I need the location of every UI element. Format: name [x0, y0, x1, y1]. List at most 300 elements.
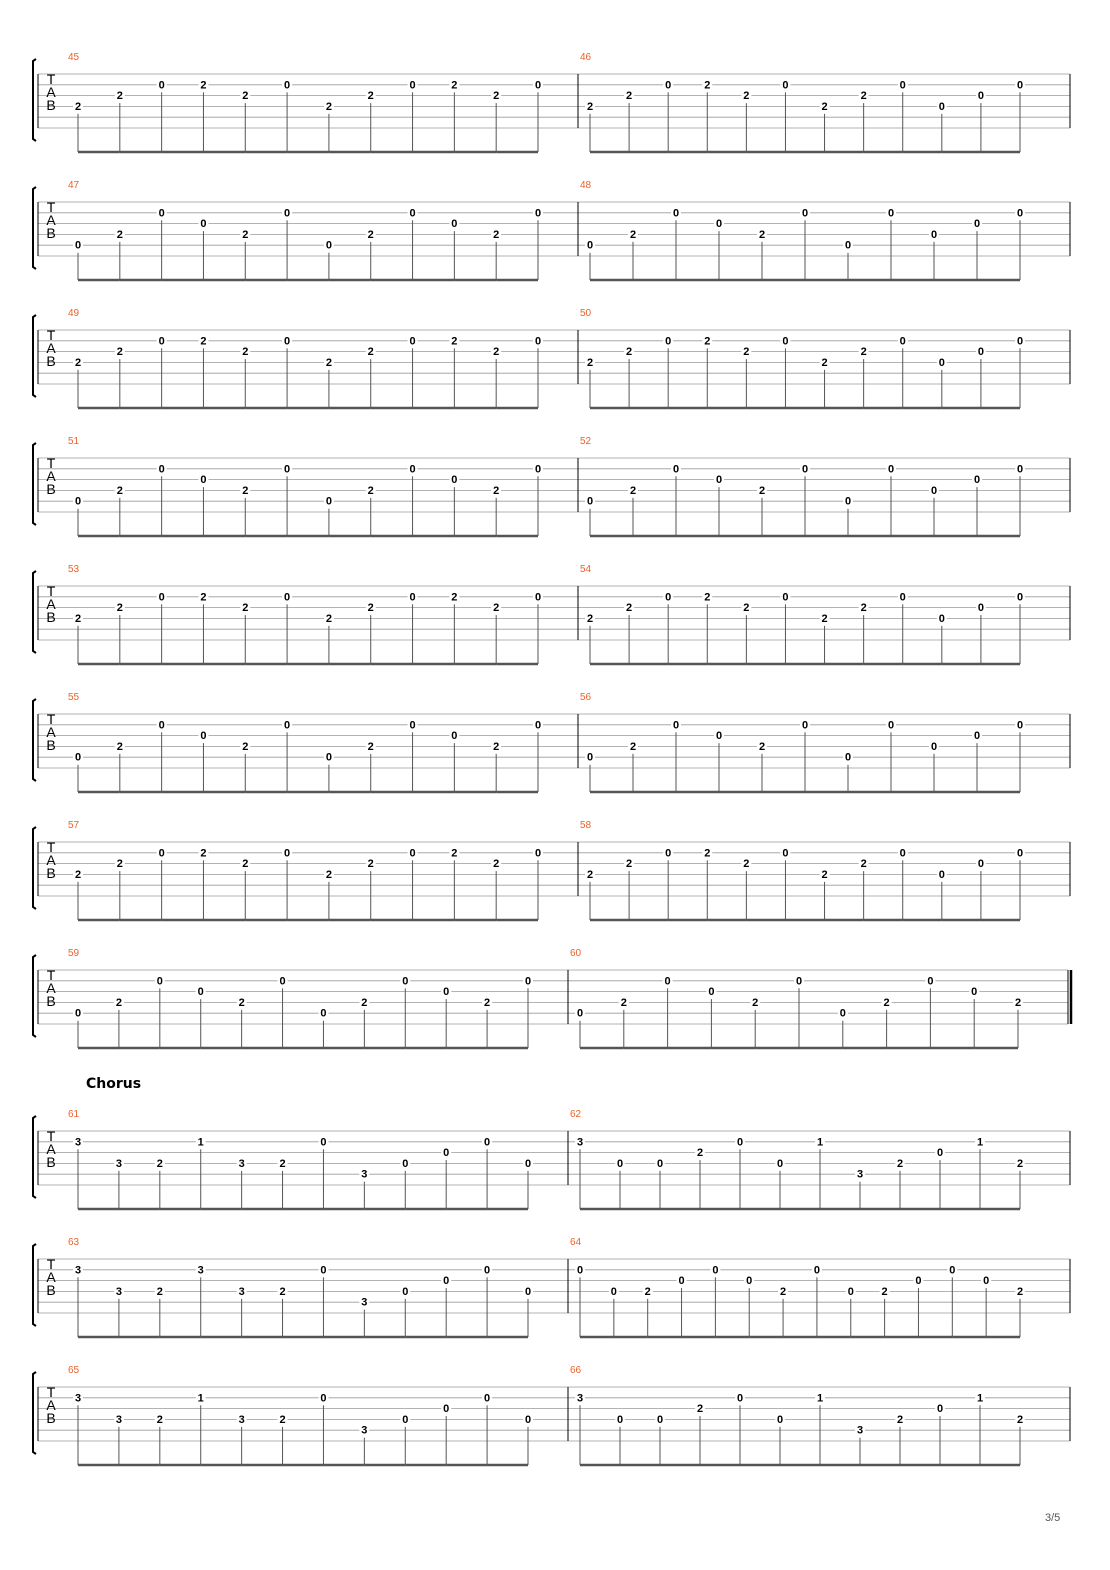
fret-number: 2 — [156, 1413, 163, 1426]
tab-clef-letter: B — [46, 993, 56, 1009]
fret-number: 0 — [576, 1264, 584, 1277]
fret-number: 0 — [616, 1413, 624, 1426]
fret-number: 2 — [1016, 1413, 1024, 1426]
system-bracket — [33, 1372, 36, 1454]
fret-number: 0 — [74, 239, 82, 252]
fret-number: 3 — [361, 1296, 368, 1309]
fret-number: 0 — [409, 591, 416, 604]
fret-number: 2 — [743, 602, 750, 615]
fret-number: 2 — [367, 484, 374, 497]
fret-number: 0 — [672, 207, 680, 220]
fret-number: 2 — [758, 484, 766, 497]
fret-number: 0 — [801, 207, 809, 220]
fret-number: 0 — [409, 79, 416, 92]
fret-number: 0 — [1016, 335, 1024, 348]
fret-number: 2 — [242, 484, 249, 497]
fret-number: 0 — [443, 1147, 450, 1160]
fret-number: 0 — [586, 495, 594, 508]
fret-number: 2 — [74, 356, 82, 369]
fret-number: 2 — [156, 1157, 163, 1170]
fret-number: 0 — [534, 719, 542, 732]
fret-number: 0 — [977, 602, 984, 615]
fret-number: 2 — [758, 740, 766, 753]
fret-number: 0 — [795, 975, 803, 988]
fret-number: 2 — [743, 90, 750, 103]
fret-number: 2 — [279, 1157, 286, 1170]
fret-number: 0 — [524, 1413, 532, 1426]
fret-number: 2 — [586, 612, 594, 625]
fret-number: 2 — [860, 858, 867, 871]
fret-number: 0 — [616, 1157, 624, 1170]
measure-number: 63 — [68, 1237, 80, 1248]
fret-number: 0 — [656, 1157, 664, 1170]
fret-number: 2 — [1014, 996, 1022, 1009]
system-bracket — [33, 1116, 36, 1198]
fret-number: 0 — [158, 207, 165, 220]
fret-number: 0 — [930, 484, 938, 497]
fret-number: 0 — [736, 1136, 744, 1149]
fret-number: 1 — [816, 1392, 824, 1405]
tab-clef-letter: A — [46, 340, 56, 356]
fret-number: 0 — [284, 207, 291, 220]
fret-number: 2 — [883, 996, 890, 1009]
fret-number: 2 — [821, 612, 828, 625]
fret-number: 0 — [402, 1157, 409, 1170]
fret-number: 0 — [524, 1285, 532, 1298]
measure-number: 56 — [580, 692, 592, 703]
fret-number: 0 — [887, 463, 895, 476]
fret-number: 0 — [524, 1157, 532, 1170]
fret-number: 0 — [776, 1413, 784, 1426]
measure-number: 60 — [570, 948, 582, 959]
tab-clef-letter: B — [46, 1282, 56, 1298]
fret-number: 3 — [74, 1392, 82, 1405]
tab-clef-letter: B — [46, 225, 56, 241]
fret-number: 0 — [930, 228, 938, 241]
measure-number: 46 — [580, 52, 592, 63]
system-bracket — [33, 315, 36, 397]
tab-clef-letter: A — [46, 1397, 56, 1413]
measure-number: 51 — [68, 436, 80, 447]
fret-number: 2 — [242, 858, 249, 871]
fret-number: 0 — [678, 1275, 685, 1288]
fret-number: 0 — [801, 719, 809, 732]
fret-number: 0 — [74, 751, 82, 764]
fret-number: 0 — [197, 986, 204, 999]
fret-number: 2 — [626, 346, 633, 359]
fret-number: 2 — [626, 858, 633, 871]
fret-number: 0 — [158, 463, 165, 476]
system-bracket — [33, 1244, 36, 1326]
fret-number: 2 — [367, 602, 374, 615]
fret-number: 2 — [242, 602, 249, 615]
fret-number: 0 — [484, 1264, 491, 1277]
fret-number: 0 — [715, 218, 723, 231]
fret-number: 3 — [361, 1424, 368, 1437]
fret-number: 3 — [238, 1285, 245, 1298]
fret-number: 2 — [116, 484, 123, 497]
fret-number: 3 — [361, 1168, 368, 1181]
fret-number: 0 — [977, 90, 984, 103]
fret-number: 0 — [927, 975, 934, 988]
fret-number: 2 — [325, 100, 332, 113]
fret-number: 2 — [74, 100, 82, 113]
system-bracket — [33, 571, 36, 653]
fret-number: 2 — [156, 1285, 163, 1298]
fret-number: 2 — [484, 996, 491, 1009]
fret-number: 2 — [74, 612, 82, 625]
fret-number: 0 — [899, 335, 906, 348]
measure-number: 49 — [68, 308, 80, 319]
fret-number: 3 — [115, 1157, 122, 1170]
fret-number: 0 — [1016, 719, 1024, 732]
fret-number: 0 — [402, 975, 409, 988]
fret-number: 0 — [402, 1413, 409, 1426]
fret-number: 0 — [887, 207, 895, 220]
fret-number: 0 — [158, 719, 165, 732]
fret-number: 2 — [325, 868, 332, 881]
fret-number: 0 — [936, 1147, 944, 1160]
measure-number: 54 — [580, 564, 592, 575]
fret-number: 0 — [320, 1392, 327, 1405]
fret-number: 2 — [451, 591, 458, 604]
fret-number: 0 — [443, 1275, 450, 1288]
fret-number: 2 — [116, 346, 123, 359]
measure-number: 65 — [68, 1365, 80, 1376]
fret-number: 0 — [443, 986, 450, 999]
fret-number: 0 — [284, 847, 291, 860]
fret-number: 2 — [367, 346, 374, 359]
fret-number: 0 — [409, 207, 416, 220]
fret-number: 0 — [930, 740, 938, 753]
tab-clef-letter: A — [46, 84, 56, 100]
tab-clef-letter: B — [46, 1410, 56, 1426]
fret-number: 0 — [938, 868, 945, 881]
fret-number: 3 — [74, 1264, 82, 1277]
fret-number: 0 — [534, 591, 542, 604]
fret-number: 0 — [74, 1007, 82, 1020]
tab-clef-letter: T — [46, 327, 56, 343]
fret-number: 0 — [899, 847, 906, 860]
fret-number: 2 — [626, 602, 633, 615]
fret-number: 2 — [629, 228, 637, 241]
fret-number: 0 — [443, 1403, 450, 1416]
fret-number: 0 — [409, 463, 416, 476]
tab-system — [33, 1365, 1070, 1465]
tab-clef-letter: B — [46, 1154, 56, 1170]
fret-number: 2 — [325, 356, 332, 369]
fret-number: 1 — [816, 1136, 824, 1149]
tab-clef-letter: T — [46, 583, 56, 599]
tab-system — [33, 180, 1070, 280]
fret-number: 0 — [158, 335, 165, 348]
tab-system — [33, 52, 1070, 152]
fret-number: 0 — [782, 335, 789, 348]
fret-number: 0 — [534, 335, 542, 348]
fret-number: 2 — [860, 90, 867, 103]
fret-number: 2 — [493, 346, 500, 359]
fret-number: 0 — [973, 730, 981, 743]
fret-number: 0 — [320, 1264, 327, 1277]
fret-number: 2 — [451, 847, 458, 860]
fret-number: 2 — [644, 1285, 651, 1298]
tab-system — [33, 564, 1070, 664]
fret-number: 0 — [451, 730, 458, 743]
fret-number: 1 — [197, 1392, 204, 1405]
fret-number: 0 — [325, 495, 332, 508]
fret-number: 0 — [409, 335, 416, 348]
fret-number: 0 — [899, 79, 906, 92]
tab-clef-letter: T — [46, 199, 56, 215]
fret-number: 2 — [325, 612, 332, 625]
tab-clef-letter: T — [46, 455, 56, 471]
measure-number: 47 — [68, 180, 80, 191]
fret-number: 0 — [320, 1136, 327, 1149]
measure-number: 58 — [580, 820, 592, 831]
tab-clef-letter: B — [46, 353, 56, 369]
fret-number: 2 — [367, 858, 374, 871]
fret-number: 3 — [856, 1168, 864, 1181]
fret-number: 2 — [493, 858, 500, 871]
fret-number: 2 — [1016, 1285, 1024, 1298]
fret-number: 0 — [839, 1007, 846, 1020]
fret-number: 3 — [238, 1157, 245, 1170]
fret-number: 2 — [821, 356, 828, 369]
fret-number: 2 — [279, 1413, 286, 1426]
fret-number: 0 — [983, 1275, 990, 1288]
fret-number: 0 — [534, 207, 542, 220]
tab-clef-letter: T — [46, 1256, 56, 1272]
fret-number: 0 — [712, 1264, 719, 1277]
fret-number: 0 — [484, 1136, 491, 1149]
tab-clef-letter: T — [46, 711, 56, 727]
fret-number: 3 — [576, 1136, 584, 1149]
fret-number: 0 — [586, 239, 594, 252]
fret-number: 2 — [116, 602, 123, 615]
system-bracket — [33, 955, 36, 1037]
fret-number: 2 — [116, 90, 123, 103]
fret-number: 0 — [899, 591, 906, 604]
tab-clef-letter: T — [46, 839, 56, 855]
fret-number: 0 — [973, 218, 981, 231]
fret-number: 2 — [629, 484, 637, 497]
measure-number: 64 — [570, 1237, 582, 1248]
fret-number: 0 — [156, 975, 163, 988]
fret-number: 2 — [74, 868, 82, 881]
fret-number: 3 — [238, 1413, 245, 1426]
tab-clef-letter: B — [46, 481, 56, 497]
fret-number: 0 — [158, 847, 165, 860]
fret-number: 0 — [847, 1285, 854, 1298]
fret-number: 0 — [664, 975, 671, 988]
fret-number: 0 — [887, 719, 895, 732]
fret-number: 0 — [915, 1275, 922, 1288]
measure-number: 55 — [68, 692, 80, 703]
fret-number: 0 — [776, 1157, 784, 1170]
fret-number: 2 — [361, 996, 368, 1009]
fret-number: 0 — [801, 463, 809, 476]
tab-clef-letter: B — [46, 609, 56, 625]
fret-number: 2 — [116, 858, 123, 871]
fret-number: 0 — [586, 751, 594, 764]
fret-number: 0 — [451, 474, 458, 487]
fret-number: 2 — [200, 335, 207, 348]
fret-number: 0 — [74, 495, 82, 508]
fret-number: 3 — [576, 1392, 584, 1405]
system-bracket — [33, 443, 36, 525]
tab-system — [33, 948, 1071, 1048]
fret-number: 2 — [493, 90, 500, 103]
fret-number: 2 — [860, 602, 867, 615]
fret-number: 0 — [936, 1403, 944, 1416]
tab-clef-letter: A — [46, 1269, 56, 1285]
fret-number: 0 — [938, 612, 945, 625]
measure-number: 57 — [68, 820, 80, 831]
tab-clef-letter: B — [46, 865, 56, 881]
system-bracket — [33, 827, 36, 909]
fret-number: 0 — [672, 463, 680, 476]
fret-number: 3 — [115, 1285, 122, 1298]
fret-number: 0 — [656, 1413, 664, 1426]
fret-number: 0 — [1016, 591, 1024, 604]
fret-number: 0 — [200, 218, 207, 231]
fret-number: 2 — [629, 740, 637, 753]
fret-number: 0 — [409, 847, 416, 860]
fret-number: 0 — [971, 986, 978, 999]
fret-number: 0 — [1016, 79, 1024, 92]
fret-number: 2 — [704, 847, 711, 860]
fret-number: 0 — [782, 591, 789, 604]
tab-clef-letter: T — [46, 967, 56, 983]
fret-number: 2 — [743, 346, 750, 359]
fret-number: 2 — [881, 1285, 888, 1298]
tab-clef-letter: A — [46, 852, 56, 868]
fret-number: 0 — [746, 1275, 753, 1288]
fret-number: 2 — [586, 100, 594, 113]
fret-number: 0 — [665, 79, 672, 92]
fret-number: 3 — [74, 1136, 82, 1149]
fret-number: 0 — [279, 975, 286, 988]
fret-number: 2 — [493, 740, 500, 753]
tab-clef-letter: A — [46, 1141, 56, 1157]
fret-number: 2 — [451, 79, 458, 92]
fret-number: 0 — [158, 79, 165, 92]
fret-number: 2 — [586, 868, 594, 881]
fret-number: 2 — [704, 335, 711, 348]
fret-number: 2 — [896, 1157, 904, 1170]
fret-number: 2 — [493, 484, 500, 497]
section-label-chorus: Chorus — [86, 1076, 142, 1092]
fret-number: 0 — [1016, 847, 1024, 860]
fret-number: 0 — [524, 975, 532, 988]
tab-system — [33, 820, 1070, 920]
fret-number: 0 — [938, 100, 945, 113]
fret-number: 0 — [665, 847, 672, 860]
system-bracket — [33, 59, 36, 141]
fret-number: 0 — [782, 79, 789, 92]
tab-clef-letter: T — [46, 1128, 56, 1144]
fret-number: 2 — [821, 868, 828, 881]
tab-system — [33, 308, 1070, 408]
fret-number: 0 — [949, 1264, 956, 1277]
fret-number: 0 — [402, 1285, 409, 1298]
fret-number: 2 — [696, 1147, 704, 1160]
tab-system — [33, 436, 1070, 536]
fret-number: 0 — [284, 463, 291, 476]
tab-clef-letter: T — [46, 71, 56, 87]
fret-number: 0 — [938, 356, 945, 369]
fret-number: 0 — [325, 239, 332, 252]
fret-number: 2 — [758, 228, 766, 241]
fret-number: 2 — [242, 228, 249, 241]
fret-number: 1 — [976, 1136, 984, 1149]
fret-number: 2 — [115, 996, 122, 1009]
fret-number: 0 — [200, 730, 207, 743]
fret-number: 0 — [782, 847, 789, 860]
fret-number: 0 — [284, 719, 291, 732]
fret-number: 2 — [238, 996, 245, 1009]
fret-number: 2 — [493, 602, 500, 615]
fret-number: 0 — [284, 79, 291, 92]
fret-number: 2 — [116, 740, 123, 753]
fret-number: 0 — [158, 591, 165, 604]
measure-number: 50 — [580, 308, 592, 319]
fret-number: 2 — [704, 591, 711, 604]
tab-clef-letter: A — [46, 596, 56, 612]
measure-number: 59 — [68, 948, 80, 959]
fret-number: 2 — [367, 90, 374, 103]
fret-number: 0 — [973, 474, 981, 487]
fret-number: 2 — [200, 79, 207, 92]
fret-number: 0 — [325, 751, 332, 764]
measure-number: 48 — [580, 180, 592, 191]
fret-number: 3 — [197, 1264, 204, 1277]
fret-number: 0 — [484, 1392, 491, 1405]
fret-number: 0 — [977, 346, 984, 359]
tab-system — [33, 692, 1070, 792]
fret-number: 2 — [1016, 1157, 1024, 1170]
fret-number: 0 — [320, 1007, 327, 1020]
tab-clef-letter: A — [46, 468, 56, 484]
fret-number: 0 — [534, 847, 542, 860]
fret-number: 0 — [610, 1285, 617, 1298]
tab-system — [33, 1109, 1070, 1209]
measure-number: 53 — [68, 564, 80, 575]
fret-number: 1 — [197, 1136, 204, 1149]
fret-number: 0 — [451, 218, 458, 231]
fret-number: 2 — [367, 740, 374, 753]
tab-clef-letter: B — [46, 97, 56, 113]
fret-number: 0 — [813, 1264, 820, 1277]
tab-clef-letter: A — [46, 212, 56, 228]
fret-number: 0 — [715, 730, 723, 743]
measure-number: 45 — [68, 52, 80, 63]
fret-number: 0 — [672, 719, 680, 732]
fret-number: 0 — [715, 474, 723, 487]
fret-number: 2 — [493, 228, 500, 241]
fret-number: 2 — [780, 1285, 787, 1298]
fret-number: 2 — [586, 356, 594, 369]
fret-number: 2 — [242, 90, 249, 103]
fret-number: 0 — [576, 1007, 584, 1020]
fret-number: 3 — [856, 1424, 864, 1437]
fret-number: 2 — [116, 228, 123, 241]
tab-clef-letter: A — [46, 980, 56, 996]
fret-number: 2 — [860, 346, 867, 359]
measure-number: 61 — [68, 1109, 80, 1120]
tab-clef-letter: T — [46, 1384, 56, 1400]
fret-number: 2 — [200, 847, 207, 860]
